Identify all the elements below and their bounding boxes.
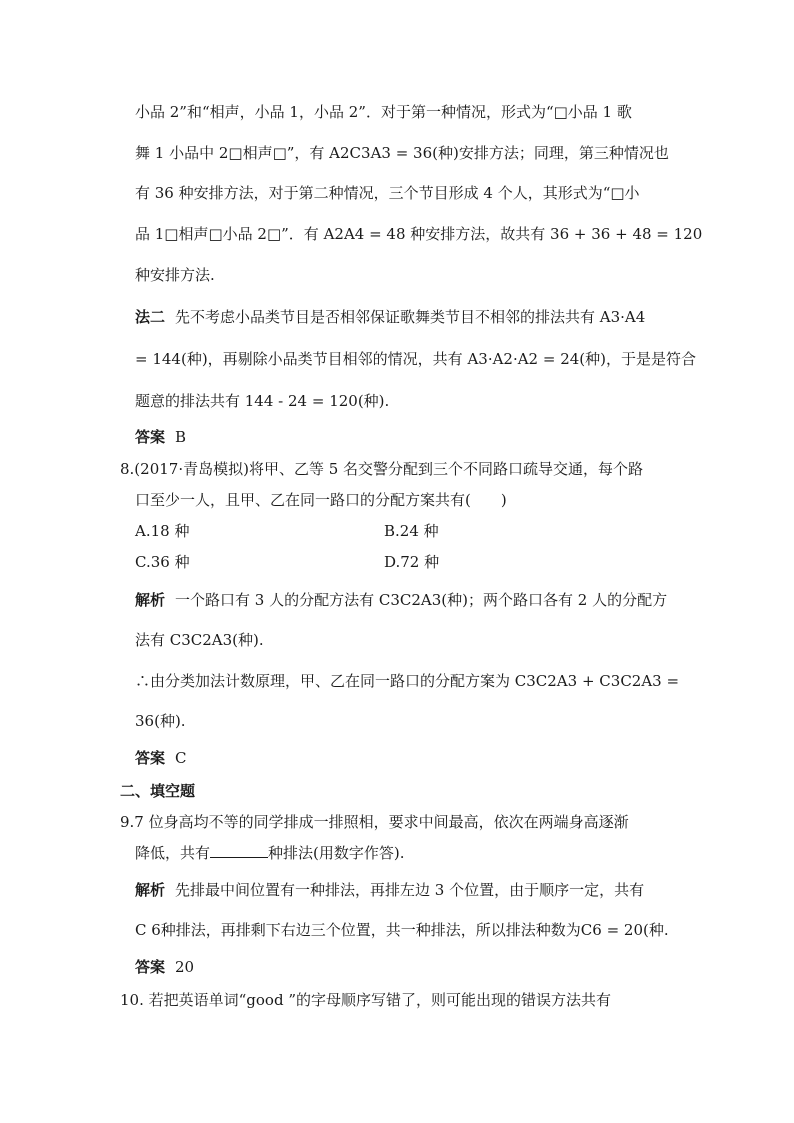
answer-line — [135, 748, 187, 768]
solution-text: 先排最中间位置有一种排法，再排左边 3 个位置，由于顺序一定，共有 — [175, 881, 645, 899]
option-b: B.24 种 — [384, 522, 439, 540]
solution-line — [135, 880, 644, 900]
method2-label: 法二 — [135, 308, 166, 326]
text-line: 种安排方法. — [135, 266, 215, 284]
answer-value: B — [175, 428, 187, 446]
answer-blank — [210, 843, 268, 858]
text-line: 品 1□相声□小品 2□”．有 A2A4 = 48 种安排方法，故共有 36 + 36 + 48 = 120 — [135, 225, 703, 243]
answer-label: 答案 — [135, 958, 166, 976]
question-text: 降低，共有 — [135, 844, 211, 862]
section-heading: 二、填空题 — [120, 782, 196, 800]
method2-text: 先不考虑小品类节目是否相邻保证歌舞类节目不相邻的排法共有 A3·A4 — [175, 308, 646, 326]
text-line: = 144(种)，再剔除小品类节目相邻的情况，共有 A3·A2·A2 = 24(种)，于是是符合 — [135, 350, 697, 368]
solution-label: 解析 — [135, 591, 166, 609]
question-text: 9.7 位身高均不等的同学排成一排照相，要求中间最高，依次在两端身高逐渐 — [120, 813, 629, 831]
text-line: 小品 2”和“相声，小品 1，小品 2”．对于第一种情况，形式为“□小品 1 歌 — [135, 103, 632, 121]
option-c: C.36 种 — [135, 553, 190, 571]
method2-line — [135, 307, 645, 327]
question-text: 种排法(用数字作答). — [268, 844, 405, 862]
answer-line — [135, 957, 194, 977]
solution-text: 一个路口有 3 人的分配方法有 C3C2A3(种)；两个路口各有 2 人的分配方 — [175, 591, 668, 609]
question-line — [135, 843, 405, 863]
question-text: 10. 若把英语单词“good ”的字母顺序写错了，则可能出现的错误方法共有 — [120, 991, 611, 1009]
text-line: 舞 1 小品中 2□相声□”，有 A2C3A3 = 36(种)安排方法；同理，第三种情况也 — [135, 144, 669, 162]
text-line: C 6种排法，再排剩下右边三个位置，共一种排法，所以排法种数为C6 = 20(种. — [135, 921, 669, 939]
question-text: 口至少一人，且甲、乙在同一路口的分配方案共有( ) — [135, 491, 507, 509]
text-line: 题意的排法共有 144 - 24 = 120(种). — [135, 392, 390, 410]
text-line: 法有 C3C2A3(种). — [135, 631, 264, 649]
answer-value: C — [175, 749, 187, 767]
question-text: 8.(2017·青岛模拟)将甲、乙等 5 名交警分配到三个不同路口疏导交通，每个路 — [120, 460, 644, 478]
text-line: ∴由分类加法计数原理，甲、乙在同一路口的分配方案为 C3C2A3 + C3C2A3 = — [135, 672, 680, 690]
text-line: 有 36 种安排方法，对于第二种情况，三个节目形成 4 个人，其形式为“□小 — [135, 184, 640, 202]
option-a: A.18 种 — [135, 522, 190, 540]
answer-line — [135, 427, 186, 447]
option-d: D.72 种 — [384, 553, 440, 571]
answer-value: 20 — [175, 958, 195, 976]
solution-line — [135, 590, 667, 610]
text-line: 36(种). — [135, 712, 186, 730]
solution-label: 解析 — [135, 881, 166, 899]
answer-label: 答案 — [135, 428, 166, 446]
answer-label: 答案 — [135, 749, 166, 767]
